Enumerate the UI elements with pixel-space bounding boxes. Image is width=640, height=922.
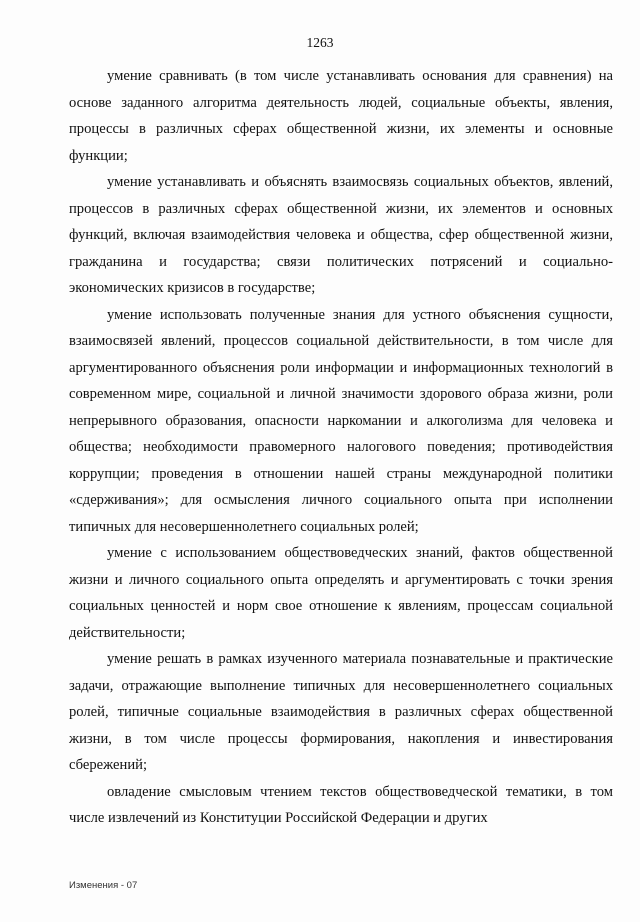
paragraph-4: умение с использованием обществоведческих знаний, фактов общественной жизни и личного социального опыта определять и аргументировать с точки зрения социальных ценностей и норм свое отношение к явлениям, процессам социальной действительности;	[69, 545, 613, 641]
paragraph-5: умение решать в рамках изученного материала познавательные и практические задачи, отражающие выполнение типичных для несовершеннолетнего социальных ролей, типичные социальные взаимодействия в различных сферах общественной жизни, в том числе процессы формирования, накопления и инвестирования сбережений;	[69, 651, 613, 773]
document-body	[69, 63, 613, 832]
paragraph-1: умение сравнивать (в том числе устанавливать основания для сравнения) на основе заданного алгоритма деятельность людей, социальные объекты, явления, процессы в различных сферах общественной жизни, их элементы и основные функции;	[69, 68, 613, 164]
paragraph-2: умение устанавливать и объяснять взаимосвязь социальных объектов, явлений, процессов в различных сферах общественной жизни, их элементов и основных функций, включая взаимодействия человека и общества, сфер общественной жизни, гражданина и государства; связи политических потрясений и социально-экономических кризисов в государстве;	[69, 174, 613, 296]
paragraph-3: умение использовать полученные знания для устного объяснения сущности, взаимосвязей явлений, процессов социальной действительности, в том числе для аргументированного объяснения роли информации и информационных технологий в современном мире, социальной и личной значимости здорового образа жизни, роли непрерывного образования, опасности наркомании и алкоголизма для человека и общества; необходимости правомерного налогового поведения; противодействия коррупции; проведения в отношении нашей страны международной политики «сдерживания»; для осмысления личного социального опыта при исполнении типичных для несовершеннолетнего социальных ролей;	[69, 306, 613, 535]
page-number: 1263	[306, 35, 334, 50]
footer-revision-note: Изменения - 07	[69, 880, 138, 891]
paragraph-6: овладение смысловым чтением текстов обществоведческой тематики, в том числе извлечений из Конституции Российской Федерации и других	[69, 783, 613, 826]
